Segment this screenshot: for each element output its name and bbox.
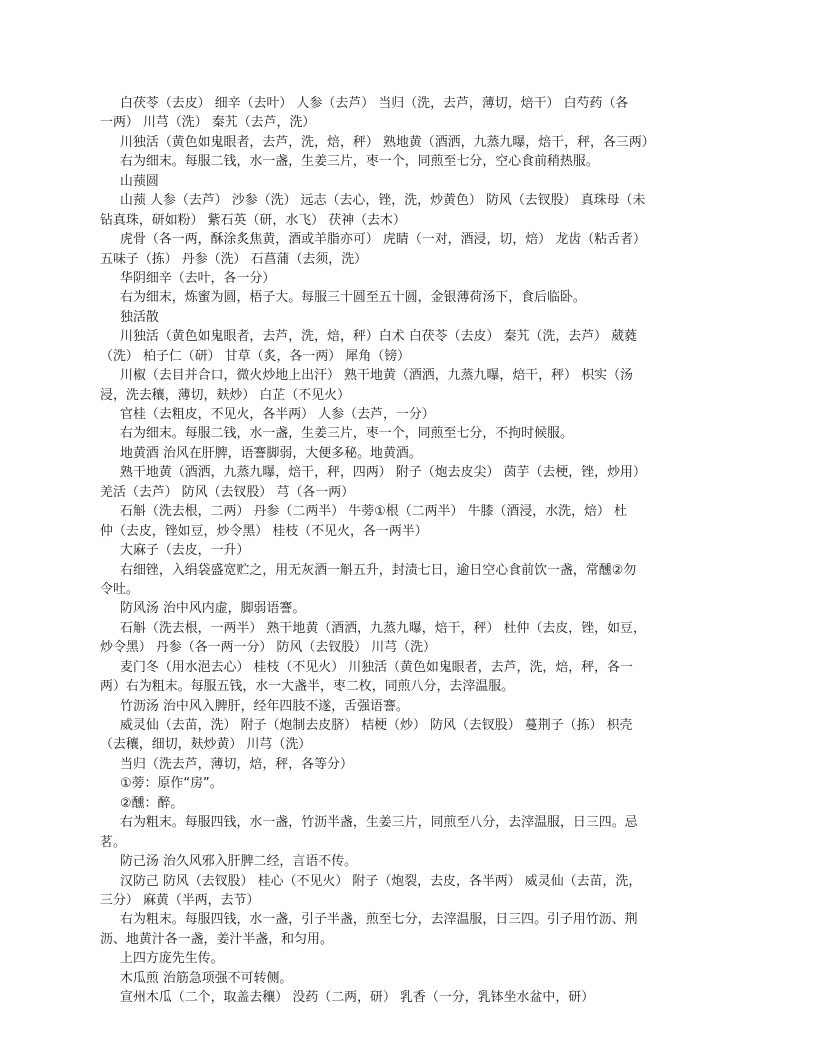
text-line: 右细锉，入绢袋盛宽贮之，用无灰酒一斛五升，封渍七日，逾日空心食前饮一盏，常醺②勿 <box>120 562 637 578</box>
text-line: 石斛（洗去根，一两半） 熟干地黄（酒洒，九蒸九曝，焙干，秤） 杜仲（去皮，锉，如豆， <box>120 620 646 636</box>
text-line: 一两） 川芎（洗） 秦艽（去芦，洗） <box>100 115 316 131</box>
text-line: 五味子（拣） 丹参（洗） 石菖蒲（去须，洗） <box>100 251 368 267</box>
text-line: （去穰，细切，麸炒黄） 川芎（洗） <box>100 737 312 753</box>
text-line: 令吐。 <box>100 581 139 597</box>
text-line: 炒令黑） 丹参（各一两一分） 防风（去钗股） 川芎（洗） <box>100 640 436 656</box>
text-line: 宣州木瓜（二个，取盖去穰） 没药（二两，研） 乳香（一分，乳钵坐水盆中，研） <box>120 990 595 1006</box>
text-line: 仲（去皮，锉如豆，炒令黑） 桂枝（不见火，各一两半） <box>100 523 428 539</box>
text-line: 石斛（洗去根，二两） 丹参（二两半） 牛蒡①根（二两半） 牛膝（酒浸，水洗，焙） 杜 <box>120 504 627 520</box>
text-line: 川独活（黄色如鬼眼者，去芦，洗，焙，秤） 熟地黄（酒洒，九蒸九曝，焙干，秤，各三两） <box>120 134 655 150</box>
text-line: 麦门冬（用水浥去心） 桂枝（不见火） 川独活（黄色如鬼眼者，去芦，洗，焙，秤，各一 <box>120 659 633 675</box>
recipe-title: 防己汤 治久风邪入肝脾二经，言语不传。 <box>120 854 358 870</box>
text-line: 茗。 <box>100 834 126 850</box>
text-line: 官桂（去粗皮，不见火，各半两） 人参（去芦，一分） <box>120 407 435 422</box>
footnote: ②醺：醉。 <box>120 795 184 811</box>
text-line: 羌活（去芦） 防风（去钗股） 芎（各一两） <box>100 484 355 500</box>
recipe-title: 防风汤 治中风内虚，脚弱语謇。 <box>120 601 306 617</box>
recipe-title: 山蓣圆 <box>120 173 159 189</box>
text-line: 汉防己 防风（去钗股） 桂心（不见火） 附子（炮裂，去皮，各半两） 威灵仙（去苗，洗， <box>120 873 642 889</box>
text-line: 当归（洗去芦，薄切，焙，秤，各等分） <box>120 756 353 772</box>
text-line: 三分） 麻黄（半两，去节） <box>100 892 260 908</box>
recipe-title: 木瓜煎 治筋急项强不可转侧。 <box>120 970 293 986</box>
text-line: 大麻子（去皮，一升） <box>120 543 250 559</box>
document-page <box>100 94 720 1008</box>
text-line: 山蓣 人参（去芦） 沙参（洗） 远志（去心，锉，洗，炒黄色） 防风（去钗股） 真珠母（未 <box>120 193 646 209</box>
text-line: 右为粗末。每服四钱，水一盏，竹沥半盏，生姜三片，同煎至八分，去滓温服，日三四。忌 <box>120 815 638 831</box>
text-line: 上四方庞先生传。 <box>120 951 224 967</box>
text-line: 川独活（黄色如鬼眼者，去芦，洗，焙，秤）白术 白茯苓（去皮） 秦艽（洗，去芦） 葳蕤 <box>120 329 638 345</box>
recipe-title: 独活散 <box>120 309 159 325</box>
footnote: ①蒡：原作“房”。 <box>120 776 223 792</box>
text-line: 熟干地黄（酒洒，九蒸九曝，焙干，秤，四两） 附子（炮去皮尖） 茵芋（去梗，锉，炒用） <box>120 465 646 481</box>
text-line: 威灵仙（去苗，洗） 附子（炮制去皮脐） 桔梗（炒） 防风（去钗股） 蔓荆子（拣） 枳壳 <box>120 718 633 733</box>
text-line: 右为粗末。每服四钱，水一盏，引子半盏，煎至七分，去滓温服，日三四。引子用竹沥、荆 <box>120 912 638 928</box>
text-line: 虎骨（各一两，酥涂炙焦黄，酒或羊脂亦可） 虎睛（一对，酒浸，切，焙） 龙齿（粘舌者） <box>120 232 646 248</box>
text-line: 右为细末。每服二钱，水一盏，生姜三片，枣一个，同煎至七分，不拘时候服。 <box>120 426 573 442</box>
text-line: 川椒（去目并合口，微火炒地上出汗） 熟干地黄（酒洒，九蒸九曝，焙干，秤） 枳实（汤 <box>120 368 633 384</box>
recipe-title: 地黄酒 治风在肝脾，语謇脚弱，大便多秘。地黄酒。 <box>120 445 422 461</box>
recipe-title: 竹沥汤 治中风入脾肝，经年四肢不遂，舌强语謇。 <box>120 698 409 714</box>
text-line: 右为细末。每服二钱，水一盏，生姜三片，枣一个，同煎至七分，空心食前稍热服。 <box>120 154 599 170</box>
text-line: 钻真珠，研如粉） 紫石英（研，水飞） 茯神（去木） <box>100 212 406 228</box>
text-line: 两）右为粗末。每服五钱，水一大盏半，枣二枚，同煎八分，去滓温服。 <box>100 679 515 695</box>
text-line: （洗） 柏子仁（研） 甘草（炙，各一两） 犀角（镑） <box>100 348 411 364</box>
text-line: 沥、地黄汁各一盏，姜汁半盏，和匀用。 <box>100 931 333 947</box>
text-line: 白茯苓（去皮） 细辛（去叶） 人参（去芦） 当归（洗，去芦，薄切，焙干） 白芍药（各 <box>120 96 629 111</box>
text-line: 华阴细辛（去叶，各一分） <box>120 270 276 286</box>
text-line: 浸，洗去穰，薄切，麸炒） 白芷（不见火） <box>100 387 351 403</box>
text-line: 右为细末，炼蜜为圆，梧子大。每服三十圆至五十圆，金银薄荷汤下，食后临卧。 <box>120 290 586 306</box>
